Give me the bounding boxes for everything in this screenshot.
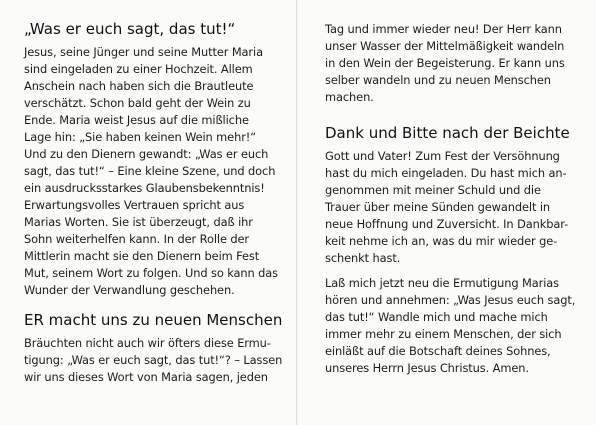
paragraph-ermutigung bbox=[24, 335, 286, 386]
paragraph-hochzeit bbox=[24, 44, 286, 299]
left-page bbox=[0, 0, 297, 425]
text-line: schenkt hast. bbox=[325, 251, 401, 265]
text-line: keit nehme ich an, was du mir wieder ge- bbox=[325, 234, 558, 248]
paragraph-wandeln bbox=[325, 21, 586, 106]
heading-dank-und-bitte: Dank und Bitte nach der Beichte bbox=[325, 124, 570, 142]
text-line: Gott und Vater! Zum Fest der Versöhnung bbox=[325, 149, 560, 163]
text-line: Marias Worten. Sie ist überzeugt, daß ihr bbox=[24, 215, 253, 229]
paragraph-gebet-versoehnung bbox=[325, 148, 586, 267]
text-line: neue Hoffnung und Zuversicht. In Dankbar- bbox=[325, 217, 569, 231]
text-line: hören und annehmen: „Was Jesus euch sagt, bbox=[325, 293, 576, 307]
text-line: Trauer über meine Sünden gewandelt in bbox=[325, 200, 551, 214]
text-line: machen. bbox=[325, 90, 374, 104]
text-line: unseres Herrn Jesus Christus. Amen. bbox=[325, 361, 529, 375]
text-line: genommen mit meiner Schuld und die bbox=[325, 183, 541, 197]
text-line: Jesus, seine Jünger und seine Mutter Maria bbox=[24, 45, 263, 59]
text-line: Mut, seinem Wort zu folgen. Und so kann das bbox=[24, 266, 279, 280]
text-line: hast du mich eingeladen. Du hast mich an- bbox=[325, 166, 567, 180]
text-line: Erwartungsvolles Vertrauen spricht aus bbox=[24, 198, 245, 212]
text-line: Lage hin: „Sie haben keinen Wein mehr!“ bbox=[24, 130, 257, 144]
heading-neue-menschen: ER macht uns zu neuen Menschen bbox=[24, 311, 283, 329]
text-line: wir uns dieses Wort von Maria sagen, jeden bbox=[24, 370, 268, 384]
text-line: Tag und immer wieder neu! Der Herr kann bbox=[325, 22, 562, 36]
text-line: das tut!“ Wandle mich und mache mich bbox=[325, 310, 548, 324]
text-line: Laß mich jetzt neu die Ermutigung Marias bbox=[325, 276, 559, 290]
text-line: in den Wein der Begeisterung. Er kann uns bbox=[325, 56, 565, 70]
text-line: sind eingeladen zu einer Hochzeit. Allem bbox=[24, 62, 253, 76]
text-line: Wunder der Verwandlung geschehen. bbox=[24, 283, 235, 297]
text-line: Anschein nach haben sich die Brautleute bbox=[24, 79, 254, 93]
text-line: Mittlerin macht sie den Dienern beim Fest bbox=[24, 249, 260, 263]
text-line: immer mehr zu einem Menschen, der sich bbox=[325, 327, 562, 341]
text-line: einläßt auf die Botschaft deines Sohnes, bbox=[325, 344, 551, 358]
right-page bbox=[299, 0, 596, 425]
text-line: sagt, das tut!“ – Eine kleine Szene, und doch bbox=[24, 164, 276, 178]
text-line: Bräuchten nicht auch wir öfters diese Ermu- bbox=[24, 336, 271, 350]
text-line: unser Wasser der Mittelmäßigkeit wandeln bbox=[325, 39, 565, 53]
text-line: verschätzt. Schon bald geht der Wein zu bbox=[24, 96, 251, 110]
text-line: Und zu den Dienern gewandt: „Was er euch bbox=[24, 147, 269, 161]
paragraph-gebet-ermutigung bbox=[325, 275, 586, 377]
text-line: selber wandeln und zu neuen Menschen bbox=[325, 73, 551, 87]
heading-was-er-euch-sagt: „Was er euch sagt, das tut!“ bbox=[24, 20, 236, 38]
text-line: tigung: „Was er euch sagt, das tut!“? – Lassen bbox=[24, 353, 283, 367]
text-line: Ende. Maria weist Jesus auf die mißliche bbox=[24, 113, 249, 127]
text-line: Sohn weiterhelfen kann. In der Rolle der bbox=[24, 232, 250, 246]
text-line: ein ausdrucksstarkes Glaubensbekenntnis! bbox=[24, 181, 265, 195]
